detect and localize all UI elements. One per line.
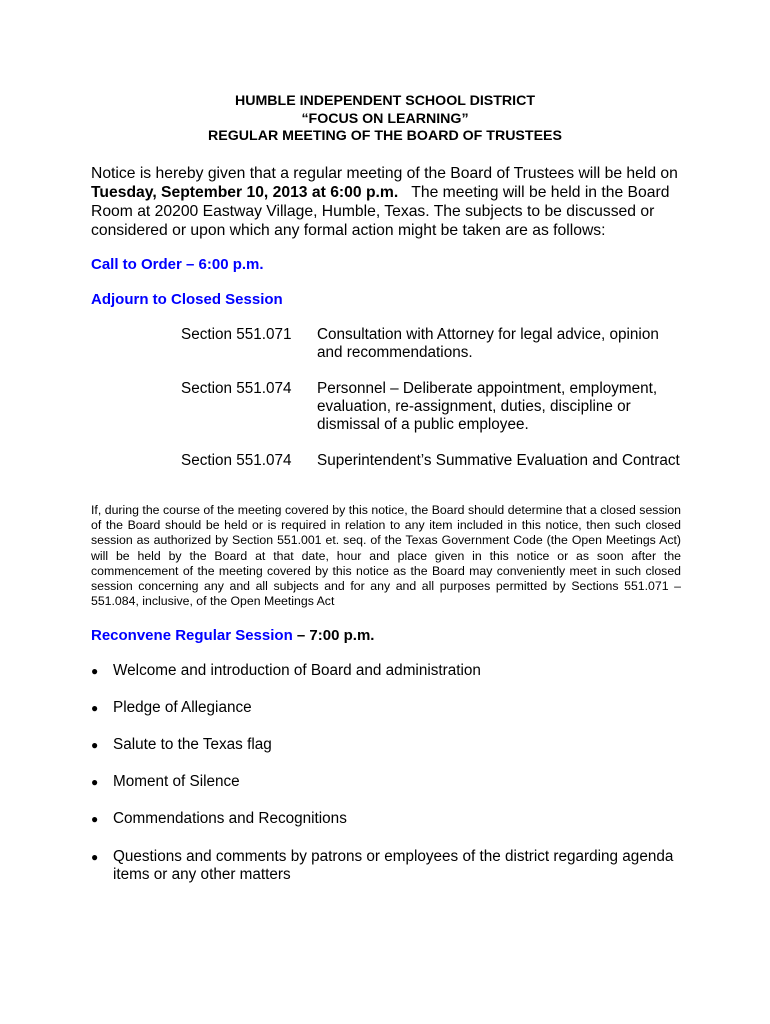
list-item-text: items or any other matters (113, 866, 291, 883)
bullet-icon: ● (91, 701, 99, 715)
reconvene-heading (91, 627, 374, 644)
section-description-line: Consultation with Attorney for legal advice, opinion (317, 326, 659, 343)
reconvene-time: – 7:00 p.m. (292, 627, 375, 644)
bullet-icon: ● (91, 812, 99, 826)
bullet-icon: ● (91, 850, 99, 864)
list-item-text: Commendations and Recognitions (113, 810, 347, 827)
list-item-text: Moment of Silence (113, 773, 240, 790)
document-header (0, 93, 770, 146)
bullet-icon: ● (91, 775, 99, 789)
section-description-line: Superintendent’s Summative Evaluation and Contract (317, 452, 680, 469)
section-description-line: dismissal of a public employee. (317, 416, 529, 433)
section-label: Section 551.074 (181, 452, 292, 469)
list-item-text: Questions and comments by patrons or employees of the district regarding agenda (113, 848, 674, 865)
section-label: Section 551.074 (181, 380, 292, 397)
notice-line-4: considered or upon which any formal action might be taken are as follows: (91, 222, 606, 239)
notice-line-1: Notice is hereby given that a regular meeting of the Board of Trustees will be held on (91, 165, 678, 182)
section-description-line: and recommendations. (317, 344, 473, 361)
list-item-text: Pledge of Allegiance (113, 699, 252, 716)
meeting-title: REGULAR MEETING OF THE BOARD OF TRUSTEES (208, 128, 562, 144)
section-description-line: evaluation, re-assignment, duties, discipline or (317, 398, 631, 415)
bullet-icon: ● (91, 738, 99, 752)
section-description (317, 452, 697, 470)
notice-line-2 (91, 183, 691, 202)
closed-session-heading: Adjourn to Closed Session (91, 291, 283, 308)
district-motto: “FOCUS ON LEARNING” (301, 110, 469, 127)
section-description (317, 326, 697, 362)
list-item-text: Welcome and introduction of Board and administration (113, 662, 481, 679)
call-to-order-heading: Call to Order – 6:00 p.m. (91, 256, 264, 273)
bullet-icon: ● (91, 664, 99, 678)
closed-session-fine-print: If, during the course of the meeting covered by this notice, the Board should determine that a closed session of the Board should be held or is required in relation to any item included in this notice, then such closed session as authorized by Section 551.001 et. seq. of the Texas Government Code (the Open Meetings Act) will be held by the Board at that date, hour and place given in this notice or as soon after the commencement of the meeting covered by this notice as the Board may conveniently meet in such closed session concerning any and all subjects and for any and all purposes permitted by Sections 551.071 – 551.084, inclusive, of the Open Meetings Act (91, 503, 681, 609)
section-description (317, 380, 697, 434)
notice-line-3: Room at 20200 Eastway Village, Humble, Texas. The subjects to be discussed or (91, 203, 655, 220)
notice-line-2-rest: The meeting will be held in the Board (411, 184, 670, 201)
section-label: Section 551.071 (181, 326, 292, 343)
district-name: HUMBLE INDEPENDENT SCHOOL DISTRICT (234, 93, 536, 109)
meeting-date: Tuesday, September 10, 2013 at 6:00 p.m. (91, 184, 399, 201)
section-description-line: Personnel – Deliberate appointment, employment, (317, 380, 658, 397)
list-item-text: Salute to the Texas flag (113, 736, 272, 753)
notice-paragraph (91, 164, 691, 240)
reconvene-heading-label: Reconvene Regular Session (91, 627, 293, 644)
